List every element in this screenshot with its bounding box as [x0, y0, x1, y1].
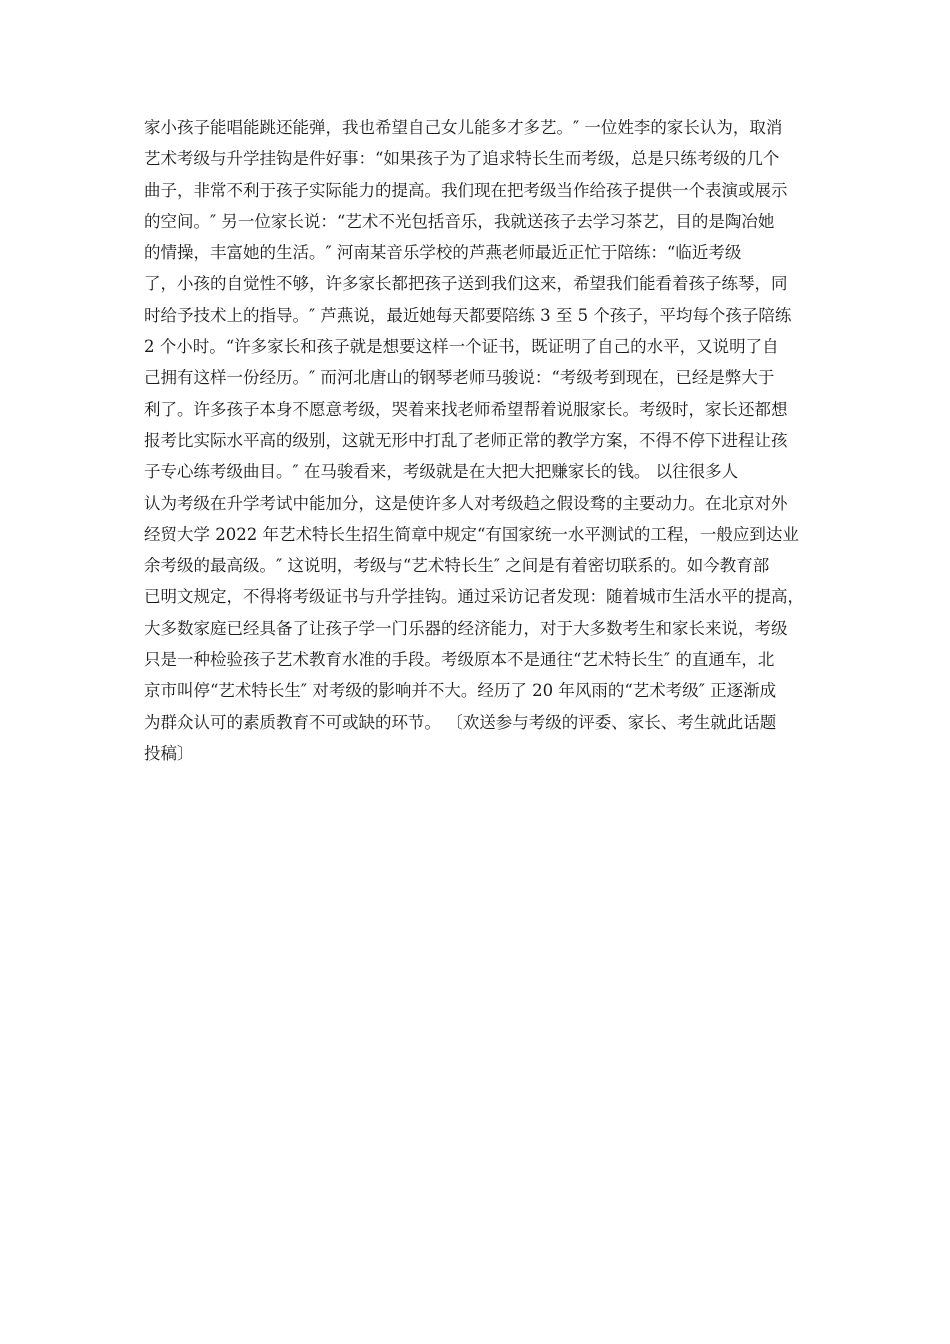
text-line: 为群众认可的素质教育不可或缺的环节。 〔欢送参与考级的评委、家长、考生就此话题 [144, 712, 777, 732]
text-line: 2 个小时。“许多家长和孩子就是想要这样一个证书，既证明了自己的水平，又说明了自 [144, 337, 779, 357]
text-line: 投稿〕 [144, 743, 194, 763]
text-line: 艺术考级与升学挂钩是件好事：“如果孩子为了追求特长生而考级，总是只练考级的几个 [144, 149, 780, 169]
text-line: 大多数家庭已经具备了让孩子学一门乐器的经济能力，对于大多数考生和家长来说，考级 [144, 618, 788, 638]
text-line: 报考比实际水平高的级别，这就无形中打乱了老师正常的教学方案，不得不停下进程让孩 [144, 430, 788, 450]
text-line: 认为考级在升学考试中能加分，这是使许多人对考级趋之假设骛的主要动力。在北京对外 [144, 493, 788, 513]
text-line: 曲子，非常不利于孩子实际能力的提高。我们现在把考级当作给孩子提供一个表演或展示 [144, 180, 788, 200]
text-line: 已明文规定，不得将考级证书与升学挂钩。通过采访记者发现：随着城市生活水平的提高， [144, 587, 804, 607]
article-body [144, 112, 812, 769]
text-line: 的情操，丰富她的生活。″ 河南某音乐学校的芦燕老师最近正忙于陪练：“临近考级 [144, 243, 742, 263]
text-line: 了，小孩的自觉性不够，许多家长都把孩子送到我们这来，希望我们能看着孩子练琴，同 [144, 274, 788, 294]
text-line: 京市叫停“艺术特长生″ 对考级的影响并不大。经历了 20 年风雨的“艺术考级″ 正逐渐成 [144, 681, 777, 701]
text-line: 家小孩子能唱能跳还能弹，我也希望自己女儿能多才多艺。″ 一位姓李的家长认为，取消 [144, 118, 783, 137]
text-line: 子专心练考级曲目。″ 在马骏看来，考级就是在大把大把赚家长的钱。 以往很多人 [144, 462, 739, 482]
text-line: 己拥有这样一份经历。″ 而河北唐山的钢琴老师马骏说：“考级考到现在，已经是弊大于 [144, 368, 775, 388]
text-line: 的空间。″ 另一位家长说：“艺术不光包括音乐，我就送孩子去学习茶艺，目的是陶冶她 [144, 211, 775, 231]
text-line: 余考级的最高级。″ 这说明，考级与“艺术特长生″ 之间是有着密切联系的。如今教育部 [144, 556, 770, 576]
text-line: 利了。许多孩子本身不愿意考级，哭着来找老师希望帮着说服家长。考级时，家长还都想 [144, 399, 788, 419]
text-line: 只是一种检验孩子艺术教育水准的手段。考级原本不是通往“艺术特长生″ 的直通车，北 [144, 650, 775, 670]
text-line: 时给予技术上的指导。″ 芦燕说，最近她每天都要陪练 3 至 5 个孩子，平均每个孩子陪练 [144, 305, 792, 325]
text-line: 经贸大学 2022 年艺术特长生招生简章中规定“有国家统一水平测试的工程，一般应到达业 [144, 524, 799, 544]
